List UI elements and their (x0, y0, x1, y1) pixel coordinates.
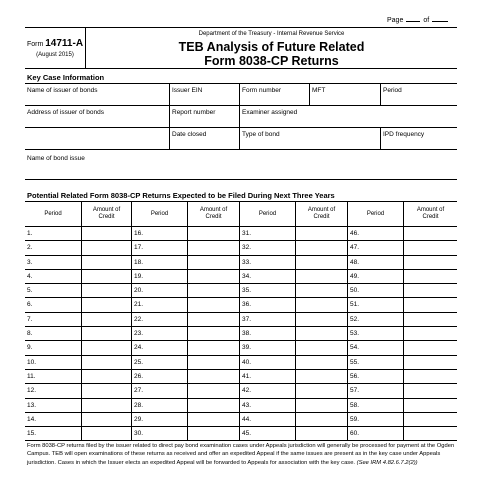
amount-cell[interactable] (187, 241, 239, 254)
row-number: 4. (27, 272, 33, 280)
period-cell[interactable] (347, 256, 403, 269)
table-row (25, 270, 457, 284)
period-cell[interactable] (25, 399, 81, 412)
row-number: 14. (27, 415, 37, 423)
row-number: 55. (350, 358, 360, 366)
period-cell[interactable] (347, 384, 403, 397)
row-number: 30. (134, 430, 144, 438)
address-continued-field[interactable] (25, 128, 169, 149)
period-cell[interactable] (25, 341, 81, 354)
table-row (25, 227, 457, 241)
row-number: 27. (134, 387, 144, 395)
period-cell[interactable] (239, 256, 295, 269)
footnote (27, 442, 457, 467)
period-cell[interactable] (25, 256, 81, 269)
amount-cell[interactable] (295, 241, 347, 254)
period-field[interactable] (380, 84, 457, 105)
table-row (25, 413, 457, 427)
period-cell[interactable] (347, 270, 403, 283)
ipd-frequency-label: IPD frequency (383, 131, 425, 138)
amount-cell[interactable] (403, 356, 457, 369)
amount-cell[interactable] (295, 356, 347, 369)
period-cell[interactable] (347, 241, 403, 254)
amount-cell[interactable] (403, 427, 457, 440)
table-row (25, 327, 457, 341)
amount-header-line2: Credit (205, 214, 222, 220)
row-number: 8. (27, 330, 33, 338)
period-cell[interactable] (131, 370, 187, 383)
amount-cell[interactable] (403, 370, 457, 383)
period-cell[interactable] (131, 384, 187, 397)
date-closed-label: Date closed (172, 131, 207, 138)
period-cell[interactable] (239, 298, 295, 311)
form-number: 14711-A (45, 38, 84, 49)
table-row (25, 384, 457, 398)
amount-header-line1: Amount of (92, 207, 121, 214)
table-row (25, 341, 457, 355)
row-number: 53. (350, 330, 360, 338)
title-block (86, 28, 457, 68)
footnote-reference: (See IRM 4.82.6.7.2(2)) (356, 459, 418, 466)
period-cell[interactable] (131, 413, 187, 426)
potential-returns-table (25, 201, 457, 441)
key-case-row (25, 106, 457, 128)
amount-cell[interactable] (81, 313, 131, 326)
amount-header (187, 202, 239, 226)
amount-cell[interactable] (187, 270, 239, 283)
row-number: 24. (134, 344, 144, 352)
row-number: 21. (134, 301, 144, 309)
amount-cell[interactable] (295, 370, 347, 383)
examiner-assigned-label: Examiner assigned (242, 109, 298, 116)
period-cell[interactable] (239, 370, 295, 383)
period-cell[interactable] (239, 327, 295, 340)
row-number: 48. (350, 258, 360, 266)
row-number: 57. (350, 387, 360, 395)
period-cell[interactable] (25, 427, 81, 440)
issuer-name-label: Name of issuer of bonds (27, 87, 98, 94)
period-cell[interactable] (131, 256, 187, 269)
row-number: 38. (242, 330, 252, 338)
table-row (25, 427, 457, 441)
table-row (25, 370, 457, 384)
row-number: 58. (350, 401, 360, 409)
row-number: 15. (27, 430, 37, 438)
row-number: 33. (242, 258, 252, 266)
period-cell[interactable] (131, 298, 187, 311)
amount-cell[interactable] (403, 313, 457, 326)
amount-cell[interactable] (81, 270, 131, 283)
row-number: 46. (350, 230, 360, 237)
amount-cell[interactable] (295, 284, 347, 297)
page-number-field[interactable] (406, 16, 420, 22)
row-number: 6. (27, 301, 33, 309)
period-cell[interactable] (239, 313, 295, 326)
row-number: 23. (134, 330, 144, 338)
row-number: 10. (27, 358, 37, 366)
period-cell[interactable] (131, 327, 187, 340)
period-header: Period (347, 202, 403, 226)
row-number: 16. (134, 230, 144, 237)
amount-header (403, 202, 457, 226)
period-cell[interactable] (25, 270, 81, 283)
date-closed-field[interactable] (169, 128, 239, 149)
amount-header-line1: Amount of (416, 207, 445, 214)
row-number: 1. (27, 230, 33, 237)
row-number: 12. (27, 387, 37, 395)
row-number: 47. (350, 244, 360, 252)
table-row (25, 399, 457, 413)
bond-issue-label: Name of bond issue (27, 155, 85, 162)
period-cell[interactable] (131, 227, 187, 240)
amount-cell[interactable] (403, 384, 457, 397)
row-number: 35. (242, 287, 252, 295)
period-cell[interactable] (239, 427, 295, 440)
issuer-address-field[interactable] (25, 106, 169, 127)
period-cell[interactable] (239, 356, 295, 369)
period-cell[interactable] (25, 298, 81, 311)
row-number: 36. (242, 301, 252, 309)
amount-cell[interactable] (187, 427, 239, 440)
row-number: 5. (27, 287, 33, 295)
row-number: 20. (134, 287, 144, 295)
row-number: 11. (27, 372, 36, 380)
row-number: 34. (242, 272, 252, 280)
row-number: 39. (242, 344, 252, 352)
row-number: 43. (242, 401, 252, 409)
amount-cell[interactable] (81, 399, 131, 412)
row-number: 56. (350, 372, 360, 380)
page-total-field[interactable] (432, 16, 448, 22)
mft-field[interactable] (309, 84, 380, 105)
amount-header-line1: Amount of (307, 207, 336, 214)
period-cell[interactable] (239, 384, 295, 397)
amount-cell[interactable] (187, 313, 239, 326)
period-cell[interactable] (25, 284, 81, 297)
row-number: 51. (350, 301, 360, 309)
amount-cell[interactable] (81, 327, 131, 340)
key-case-heading: Key Case Information (27, 73, 105, 82)
row-number: 29. (134, 415, 144, 423)
amount-cell[interactable] (403, 284, 457, 297)
bond-issue-field[interactable] (25, 179, 457, 180)
period-cell[interactable] (25, 327, 81, 340)
row-number: 54. (350, 344, 360, 352)
amount-cell[interactable] (403, 341, 457, 354)
form-title-line1: TEB Analysis of Future Related (178, 40, 365, 54)
period-cell[interactable] (347, 284, 403, 297)
form-number-label: Form number (242, 87, 282, 94)
issuer-ein-label: Issuer EIN (172, 87, 203, 94)
issuer-address-label: Address of issuer of bonds (27, 109, 104, 116)
period-cell[interactable] (239, 413, 295, 426)
amount-cell[interactable] (295, 256, 347, 269)
potential-returns-heading: Potential Related Form 8038-CP Returns Expected to be Filed During Next Three Years (27, 191, 335, 200)
row-number: 40. (242, 358, 252, 366)
amount-cell[interactable] (295, 413, 347, 426)
period-cell[interactable] (131, 313, 187, 326)
row-number: 45. (242, 430, 252, 438)
table-row (25, 284, 457, 298)
amount-cell[interactable] (81, 227, 131, 240)
amount-cell[interactable] (403, 327, 457, 340)
period-cell[interactable] (239, 227, 295, 240)
amount-cell[interactable] (403, 256, 457, 269)
period-cell[interactable] (347, 399, 403, 412)
issuer-name-field[interactable] (25, 84, 169, 105)
period-cell[interactable] (239, 341, 295, 354)
row-number: 59. (350, 415, 360, 423)
period-cell[interactable] (131, 241, 187, 254)
amount-cell[interactable] (81, 284, 131, 297)
amount-cell[interactable] (403, 399, 457, 412)
period-cell[interactable] (131, 270, 187, 283)
table-header-row (25, 202, 457, 227)
row-number: 37. (242, 315, 252, 323)
page-label: Page (387, 17, 404, 24)
amount-cell[interactable] (187, 256, 239, 269)
key-case-table (25, 83, 457, 150)
amount-cell[interactable] (81, 427, 131, 440)
period-cell[interactable] (25, 241, 81, 254)
form-date: (August 2015) (36, 52, 74, 58)
period-cell[interactable] (239, 241, 295, 254)
page-number-line (387, 16, 451, 24)
period-cell[interactable] (131, 427, 187, 440)
amount-cell[interactable] (187, 327, 239, 340)
amount-cell[interactable] (295, 298, 347, 311)
period-cell[interactable] (131, 356, 187, 369)
amount-cell[interactable] (403, 227, 457, 240)
type-of-bond-label: Type of bond (242, 131, 280, 138)
row-number: 44. (242, 415, 252, 423)
period-header: Period (44, 210, 62, 217)
amount-header-line1: Amount of (199, 207, 228, 214)
amount-cell[interactable] (187, 341, 239, 354)
amount-cell[interactable] (295, 341, 347, 354)
amount-cell[interactable] (187, 413, 239, 426)
form-number-field[interactable] (239, 84, 309, 105)
table-row (25, 356, 457, 370)
period-cell[interactable] (131, 341, 187, 354)
amount-cell[interactable] (403, 413, 457, 426)
table-row (25, 241, 457, 255)
period-cell[interactable] (239, 399, 295, 412)
amount-cell[interactable] (81, 241, 131, 254)
row-number: 42. (242, 387, 252, 395)
period-header: Period (131, 202, 187, 226)
row-number: 41. (242, 372, 252, 380)
period-cell[interactable] (347, 427, 403, 440)
period-cell[interactable] (25, 370, 81, 383)
row-number: 7. (27, 315, 33, 323)
table-row (25, 298, 457, 312)
amount-cell[interactable] (403, 298, 457, 311)
period-cell[interactable] (347, 413, 403, 426)
period-cell[interactable] (239, 270, 295, 283)
amount-cell[interactable] (295, 399, 347, 412)
period-cell[interactable] (347, 341, 403, 354)
amount-cell[interactable] (403, 241, 457, 254)
row-number: 25. (134, 358, 144, 366)
page-of-label: of (423, 17, 430, 24)
period-cell[interactable] (131, 284, 187, 297)
amount-cell[interactable] (81, 413, 131, 426)
row-number: 3. (27, 258, 33, 266)
period-cell[interactable] (347, 370, 403, 383)
amount-header (81, 202, 131, 226)
amount-cell[interactable] (295, 313, 347, 326)
amount-cell[interactable] (403, 270, 457, 283)
key-case-row (25, 128, 457, 150)
period-cell[interactable] (347, 313, 403, 326)
period-cell[interactable] (131, 399, 187, 412)
row-number: 26. (134, 372, 144, 380)
amount-header-line2: Credit (98, 214, 115, 220)
period-cell[interactable] (347, 227, 403, 240)
table-row (25, 256, 457, 270)
form-prefix: Form (26, 41, 44, 48)
amount-cell[interactable] (81, 384, 131, 397)
type-of-bond-field[interactable] (239, 128, 380, 149)
amount-cell[interactable] (295, 384, 347, 397)
row-number: 52. (350, 315, 360, 323)
period-cell[interactable] (239, 284, 295, 297)
period-label: Period (383, 87, 402, 94)
amount-header-line2: Credit (313, 214, 330, 220)
row-number: 19. (134, 272, 144, 280)
row-number: 18. (134, 258, 144, 266)
period-cell[interactable] (347, 356, 403, 369)
amount-cell[interactable] (187, 399, 239, 412)
form-identifier (25, 28, 86, 68)
amount-header-line2: Credit (422, 214, 439, 220)
amount-cell[interactable] (187, 298, 239, 311)
amount-cell[interactable] (187, 284, 239, 297)
row-number: 50. (350, 287, 360, 295)
footnote-text: Form 8038-CP returns filed by the issuer related to direct pay bond examination cases under Appeals jurisdiction will generally be processed for payment at the Ogden Campus. TEB will open examinations of these returns as received and offer an expedited Appeal if the same issues are present as in the key case under Appeals jurisdiction. Cases in which the Issuer elects an expedited Appeal will be forwarded to Appeals for association with the key case. (27, 443, 455, 466)
row-number: 49. (350, 272, 360, 280)
row-number: 22. (134, 315, 144, 323)
amount-cell[interactable] (187, 384, 239, 397)
period-cell[interactable] (25, 356, 81, 369)
table-body (25, 227, 457, 441)
row-number: 13. (27, 401, 37, 409)
examiner-assigned-field[interactable] (239, 106, 457, 127)
amount-cell[interactable] (81, 341, 131, 354)
period-header: Period (239, 202, 295, 226)
amount-cell[interactable] (295, 227, 347, 240)
period-cell[interactable] (25, 413, 81, 426)
ipd-frequency-field[interactable] (380, 128, 457, 149)
amount-cell[interactable] (295, 270, 347, 283)
amount-cell[interactable] (187, 356, 239, 369)
report-number-field[interactable] (169, 106, 239, 127)
amount-cell[interactable] (187, 227, 239, 240)
report-number-label: Report number (172, 109, 216, 116)
amount-cell[interactable] (81, 256, 131, 269)
form-header (25, 27, 457, 69)
row-number: 31. (242, 230, 252, 237)
amount-cell[interactable] (295, 327, 347, 340)
row-number: 9. (27, 344, 33, 352)
amount-header (295, 202, 347, 226)
period-cell[interactable] (25, 227, 81, 240)
amount-cell[interactable] (81, 356, 131, 369)
row-number: 28. (134, 401, 144, 409)
row-number: 17. (134, 244, 144, 252)
amount-cell[interactable] (81, 370, 131, 383)
period-cell[interactable] (347, 327, 403, 340)
key-case-row (25, 84, 457, 106)
issuer-ein-field[interactable] (169, 84, 239, 105)
period-cell[interactable] (25, 313, 81, 326)
row-number: 2. (27, 244, 33, 252)
form-title-line2: Form 8038-CP Returns (204, 54, 339, 68)
table-row (25, 313, 457, 327)
row-number: 60. (350, 430, 360, 438)
mft-label: MFT (312, 87, 326, 94)
amount-cell[interactable] (187, 370, 239, 383)
period-cell[interactable] (25, 384, 81, 397)
amount-cell[interactable] (81, 298, 131, 311)
amount-cell[interactable] (295, 427, 347, 440)
department-name: Department of the Treasury - Internal Revenue Service (198, 31, 345, 37)
row-number: 32. (242, 244, 252, 252)
period-cell[interactable] (347, 298, 403, 311)
